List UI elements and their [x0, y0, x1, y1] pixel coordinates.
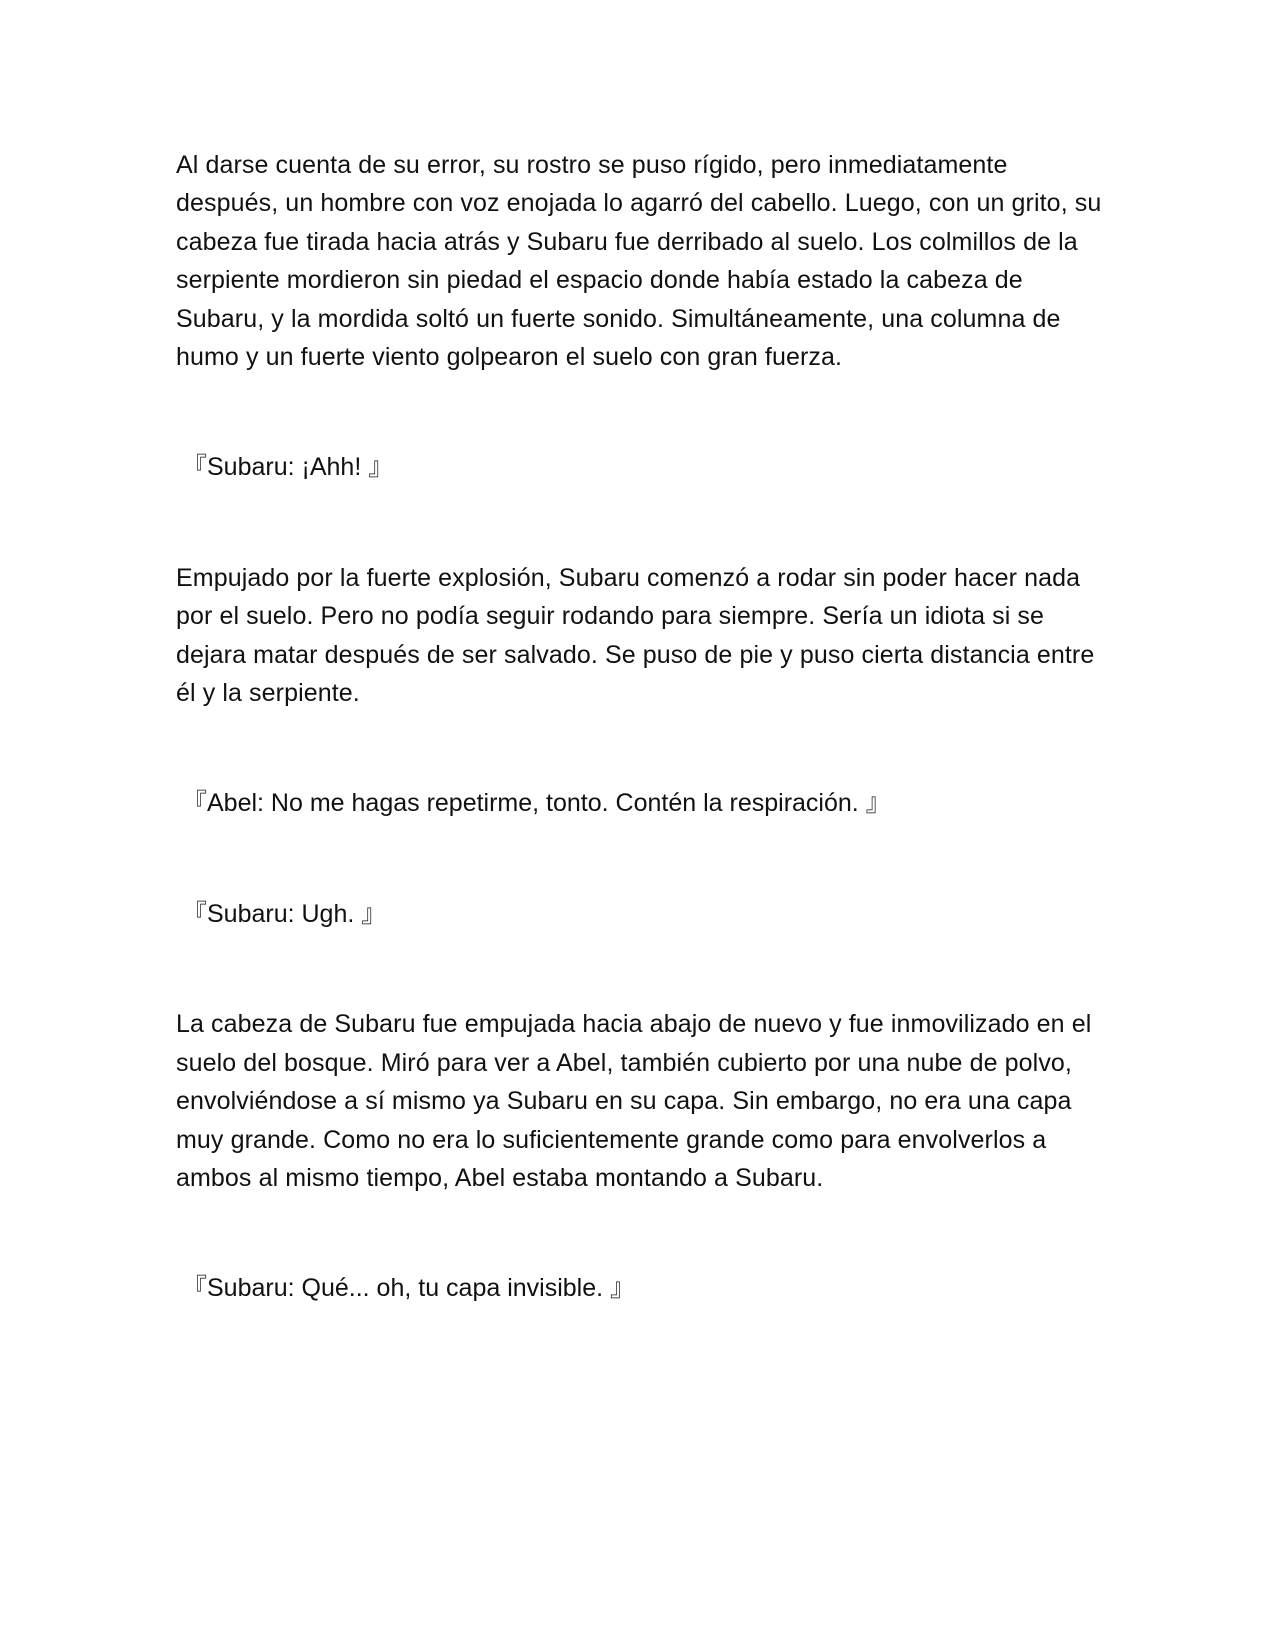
paragraph: Empujado por la fuerte explosión, Subaru comenzó a rodar sin poder hacer nada por el suelo. Pero no podía seguir rodando para siempre. Sería un idiota si se dejara matar después de ser salvado. Se puso de pie y puso cierta distancia entre él y la serpiente. [176, 563, 1095, 708]
paragraph: Al darse cuenta de su error, su rostro se puso rígido, pero inmediatamente después, un hombre con voz enojada lo agarró del cabello. Luego, con un grito, su cabeza fue tirada hacia atrás y Subaru fue derribado al suelo. Los colmillos de la serpiente mordieron sin piedad el espacio donde había estado la cabeza de Subaru, y la mordida soltó un fuerte sonido. Simultáneamente, una columna de humo y un fuerte viento golpearon el suelo con gran fuerza. [176, 151, 1102, 372]
paragraph: La cabeza de Subaru fue empujada hacia abajo de nuevo y fue inmovilizado en el suelo del bosque. Miró para ver a Abel, también cubierto por una nube de polvo, envolviéndose a sí mismo ya Subaru en su capa. Sin embargo, no era una capa muy grande. Como no era lo suficientemente grande como para envolverlos a ambos al mismo tiempo, Abel estaba montando a Subaru. [176, 1010, 1092, 1192]
document-body [176, 146, 1106, 1308]
dialogue-line: 『Abel: No me hagas repetirme, tonto. Contén la respiración. 』 [182, 789, 891, 818]
dialogue-line: 『Subaru: Ugh. 』 [182, 899, 387, 928]
dialogue-line: 『Subaru: Qué... oh, tu capa invisible. 』 [182, 1274, 636, 1303]
dialogue-line: 『Subaru: ¡Ahh! 』 [182, 453, 394, 482]
